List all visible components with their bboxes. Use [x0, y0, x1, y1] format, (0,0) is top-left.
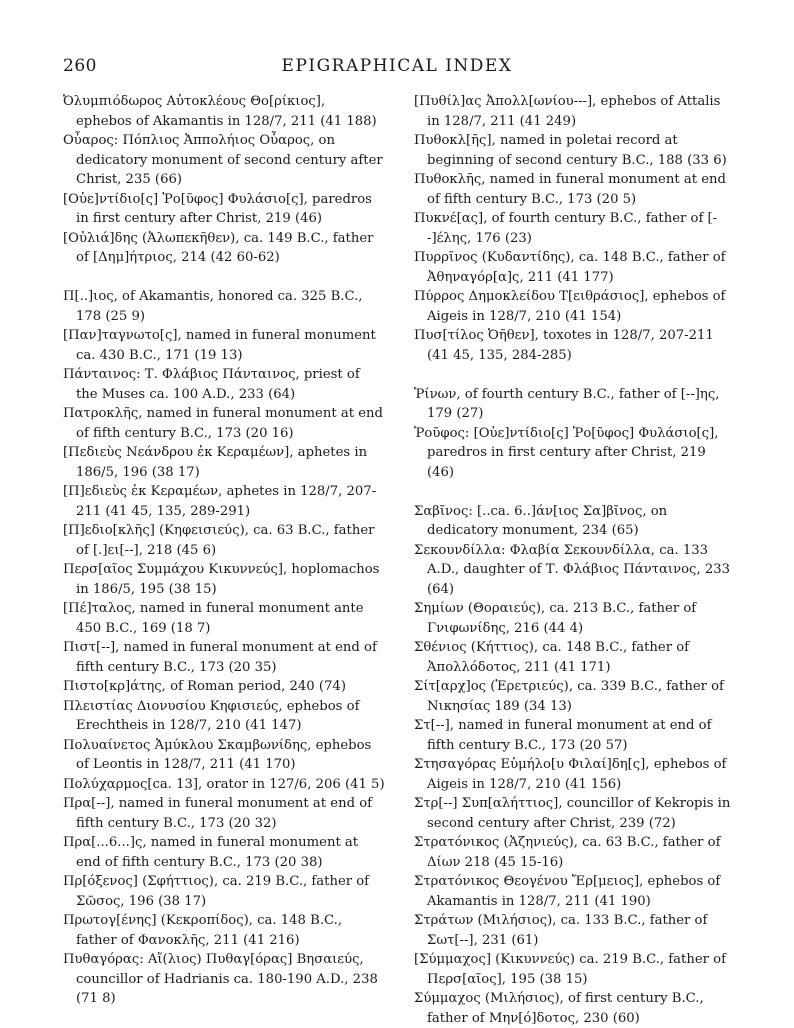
index-entry: Πολυαίνετος Ἀμύκλου Σκαμβωνίδης, ephebos of Leontis in 128/7, 211 (41 170) — [63, 737, 372, 772]
index-entry: Πυθοκλ[ῆς], named in poletai record at beginning of second century B.C., 188 (33 6) — [414, 133, 727, 168]
index-entry: Π[..]ιος, of Akamantis, honored ca. 325 B.C., 178 (25 9) — [63, 289, 363, 324]
index-entry: Πατροκλῆς, named in funeral monument at end of fifth century B.C., 173 (20 16) — [63, 406, 383, 441]
index-entry: Πλειστίας Διονυσίου Κηφισιεύς, ephebos of Erechtheis in 128/7, 210 (41 147) — [63, 698, 360, 733]
index-entry: [Π]εδιο[κλῆς] (Κηφεισιεύς), ca. 63 B.C., father of [.]ει[--], 218 (45 6) — [63, 523, 375, 558]
index-entry: Σεκουνδίλλα: Φλαβία Σεκουνδίλλα, ca. 133 A.D., daughter of Τ. Φλάβιος Πάνταινος, 233 (64) — [414, 542, 730, 597]
right-column — [414, 92, 736, 1028]
index-entry: Οὖαρος: Πόπλιος Ἀππολήιος Οὖαρος, on dedicatory monument of second century after Christ, 235 (66) — [63, 133, 383, 187]
index-entry: [Πέ]ταλος, named in funeral monument ante 450 B.C., 169 (18 7) — [63, 601, 364, 636]
letter-section-gap — [414, 365, 736, 385]
index-entry: Σαβῖνος: [..ca. 6..]άν[ιος Σα]βῖνος, on dedicatory monument, 234 (65) — [414, 503, 668, 538]
index-entry: Πυθοκλῆς, named in funeral monument at end of fifth century B.C., 173 (20 5) — [414, 172, 726, 207]
index-entry: [Π]εδιεὺς ἐκ Κεραμέων, aphetes in 128/7, 207-211 (41 45, 135, 289-291) — [63, 484, 377, 519]
index-entry: Ῥίνων, of fourth century B.C., father of [--]ης, 179 (27) — [414, 386, 720, 421]
index-entry: Ὀλυμπιόδωρος Αὐτοκλέους Θο[ρίκιος], ephebos of Akamantis in 128/7, 211 (41 188) — [63, 94, 377, 129]
index-entry: Πυκνέ[ας], of fourth century B.C., father of [--]έλης, 176 (23) — [414, 211, 718, 246]
index-entry: Πυσ[τίλος Ὀῆθεν], toxotes in 128/7, 207-211 (41 45, 135, 284-285) — [414, 328, 714, 363]
index-entry: Σθένιος (Κήττιος), ca. 148 B.C., father of Ἀπολλόδοτος, 211 (41 171) — [414, 640, 690, 675]
letter-section-gap — [63, 268, 385, 288]
index-entry: Περσ[αῖος Συμμάχου Κικυννεύς], hoplomachos in 186/5, 195 (38 15) — [63, 562, 380, 597]
index-entry: Στρατόνικος (Ἀζηνιεύς), ca. 63 B.C., father of Δίων 218 (45 15-16) — [414, 835, 721, 870]
index-entry: Πιστ[--], named in funeral monument at end of fifth century B.C., 173 (20 35) — [63, 640, 377, 675]
index-entry: Ῥοῦφος: [Οὐε]ντίδιο[ς] Ῥο[ῦφος] Φυλάσιο[ς], paredros in first century after Christ, 219 (46) — [414, 425, 719, 480]
index-entry: Στησαγόρας Εὐμήλο[υ Φιλαί]δη[ς], ephebos of Aigeis in 128/7, 210 (41 156) — [414, 757, 727, 792]
index-entry: Πρα[--], named in funeral monument at end of fifth century B.C., 173 (20 32) — [63, 796, 373, 831]
index-entry: Σίτ[αρχ]ος (Ἐρετριεύς), ca. 339 B.C., father of Νικησίας 189 (34 13) — [414, 679, 724, 714]
page-number: 260 — [63, 56, 97, 76]
index-entry: [Οὐλιά]δης (Ἀλωπεκῆθεν), ca. 149 B.C., father of [Δημ]ήτριος, 214 (42 60-62) — [63, 230, 374, 265]
letter-section-gap — [414, 482, 736, 502]
index-entry: Στρατόνικος Θεογένου Ἔρ[μειος], ephebos of Akamantis in 128/7, 211 (41 190) — [414, 874, 721, 909]
index-entry: [Πυθίλ]ας Ἀπολλ[ωνίου---], ephebos of Attalis in 128/7, 211 (41 249) — [414, 94, 721, 129]
left-column — [63, 92, 385, 1009]
index-entry: Στρ[--] Συπ[αλήττιος], councillor of Kekropis in second century after Christ, 239 (72) — [414, 796, 731, 831]
index-entry: Στράτων (Μιλήσιος), ca. 133 B.C., father of Σωτ[--], 231 (61) — [414, 913, 708, 948]
index-entry: [Σύμμαχος] (Κικυννεύς) ca. 219 B.C., father of Περσ[αῖος], 195 (38 15) — [414, 952, 726, 987]
index-entry: [Πεδιεὺς Νεάνδρου ἐκ Κεραμέων], aphetes in 186/5, 196 (38 17) — [63, 445, 368, 480]
index-entry: Πρ[όξενος] (Σφήττιος), ca. 219 B.C., father of Σῶσος, 196 (38 17) — [63, 874, 370, 909]
index-entry: Πρα[...6...]ς, named in funeral monument at end of fifth century B.C., 173 (20 38) — [63, 835, 359, 870]
index-entry: Πυρρῖνος (Κυδαντίδης), ca. 148 B.C., father of Ἀθηναγόρ[α]ς, 211 (41 177) — [414, 250, 726, 285]
index-entry: Πάνταινος: Τ. Φλάβιος Πάνταινος, priest of the Muses ca. 100 A.D., 233 (64) — [63, 367, 360, 402]
index-entry: Σύμμαχος (Μιλήσιος), of first century B.C., father of Μην[ό]δοτος, 230 (60) — [414, 991, 704, 1026]
index-entry: [Παν]ταγνωτο[ς], named in funeral monument ca. 430 B.C., 171 (19 13) — [63, 328, 376, 363]
index-entry: Στ[--], named in funeral monument at end of fifth century B.C., 173 (20 57) — [414, 718, 712, 753]
index-entry: Πολύχαρμος[ca. 13], orator in 127/6, 206 (41 5) — [63, 776, 385, 792]
index-entry: Σημίων (Θοραιεύς), ca. 213 B.C., father of Γνιφωνίδης, 216 (44 4) — [414, 601, 697, 636]
page-title: EPIGRAPHICAL INDEX — [281, 56, 513, 76]
index-entry: Πυθαγόρας: Αἴ(λιος) Πυθαγ[όρας] Βησαιεύς, councillor of Hadrianis ca. 180-190 A.D., 238 (71 8) — [63, 952, 378, 1006]
index-entry: Πύρρος Δημοκλείδου Τ[ειθράσιος], ephebos of Aigeis in 128/7, 210 (41 154) — [414, 289, 726, 324]
index-entry: [Οὐε]ντίδιο[ς] Ῥο[ῦφος] Φυλάσιο[ς], paredros in first century after Christ, 219 (46) — [63, 191, 372, 226]
index-entry: Πιστο[κρ]άτης, of Roman period, 240 (74) — [63, 679, 346, 694]
index-entry: Πρωτογ[ένης] (Κεκροπίδος), ca. 148 B.C., father of Φανοκλῆς, 211 (41 216) — [63, 913, 343, 948]
